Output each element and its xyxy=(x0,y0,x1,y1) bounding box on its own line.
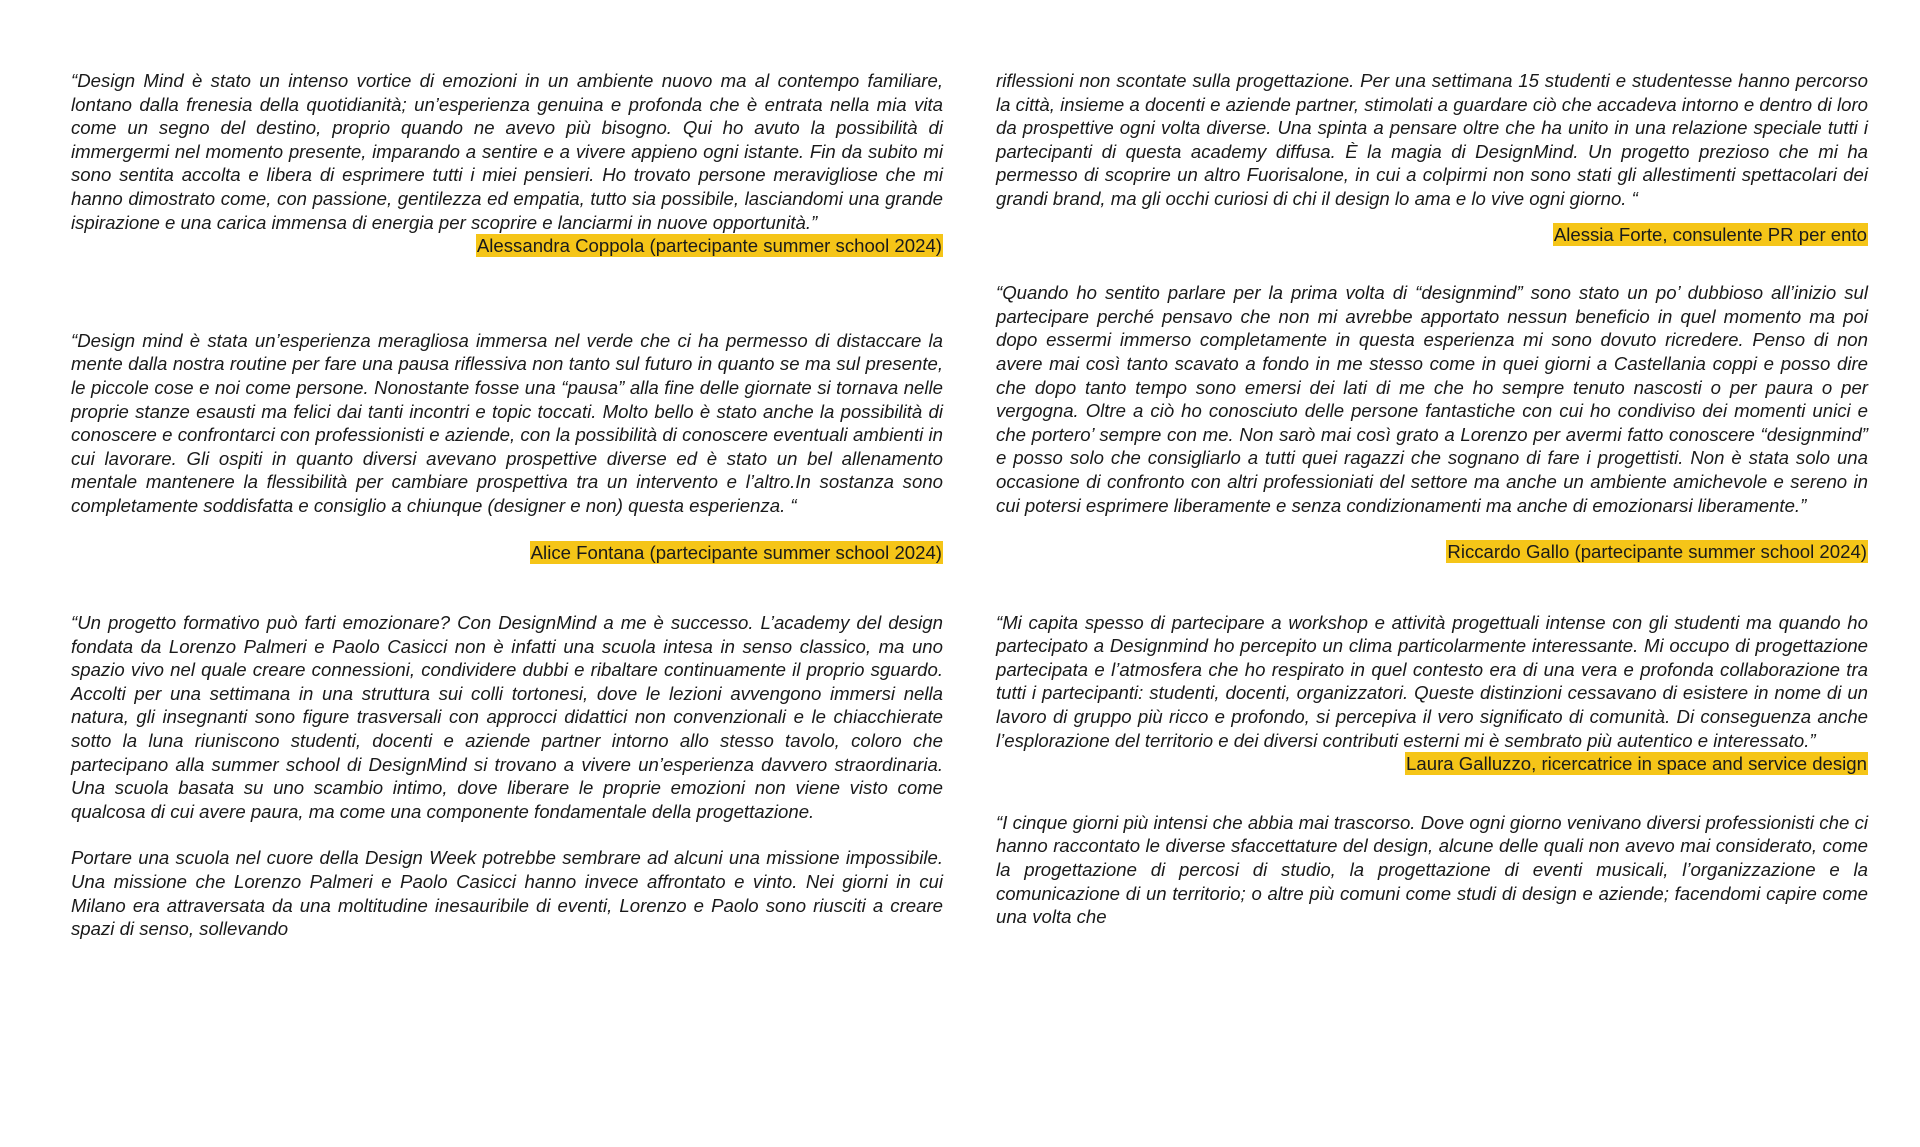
testimonial-author: Alessandra Coppola (partecipante summer school 2024) xyxy=(476,235,942,257)
testimonial-quote-continued: Portare una scuola nel cuore della Design Week potrebbe sembrare ad alcuni una missione impossibile. Una missione che Lorenzo Palmeri e Paolo Casicci hanno invece affrontato e vinto. Nei giorni in cui Milano era attraversata da una moltitudine inesauribile di eventi, Lorenzo e Paolo sono riusciti a creare spazi di senso, sollevando xyxy=(71,847,943,940)
testimonial-attribution-row xyxy=(996,752,1868,776)
testimonial-author: Laura Galluzzo, ricercatrice in space and service design xyxy=(1406,753,1867,775)
testimonial-fontana xyxy=(71,329,943,564)
testimonial-attribution-row xyxy=(996,540,1868,564)
testimonial-forte-continued xyxy=(996,69,1868,246)
testimonial-quote: riflessioni non scontate sulla progettazione. Per una settimana 15 studenti e studentesse hanno percorso la città, insieme a docenti e aziende partner, stimolati a guardare ciò che accadeva intorno e dentro di loro da prospettive ogni volta diverse. Una spinta a pensare oltre che ha unito in una relazione speciale tutti i partecipanti di questa academy diffusa. È la magia di DesignMind. Un progetto prezioso che mi ha permesso di scoprire un altro Fuorisalone, in cui a colpirmi non sono stati gli allestimenti spettacolari dei grandi brand, ma gli occhi curiosi di chi il design lo ama e lo vive ogni giorno. “ xyxy=(996,70,1868,209)
testimonial-quote: “Design Mind è stato un intenso vortice di emozioni in un ambiente nuovo ma al contempo familiare, lontano dalla frenesia della quotidianità; un’esperienza genuina e profonda che è entrata nella mia vita come un segno del destino, proprio quando ne avevo più bisogno. Qui ho avuto la possibilità di immergermi nel momento presente, imparando a sentire e a vivere appieno ogni istante. Fin da subito mi sono sentita accolta e libera di esprimere tutti i miei pensieri. Ho trovato persone meravigliose che mi hanno dimostrato come, con passione, gentilezza ed empatia, tutto sia possibile, lasciandomi una grande ispirazione e una carica immensa di energia per scoprire e lanciarmi in nuove opportunità.” xyxy=(71,70,943,233)
testimonial-author: Alice Fontana (partecipante summer school 2024) xyxy=(530,541,942,563)
testimonial-author: Riccardo Gallo (partecipante summer school 2024) xyxy=(1447,541,1867,563)
testimonial-attribution-row xyxy=(71,541,943,565)
testimonial-quote: “Quando ho sentito parlare per la prima volta di “designmind” sono stato un po’ dubbioso all’inizio sul partecipare perché pensavo che non mi avrebbe apportato nessun beneficio in quel momento ma poi dopo essermi immerso completamente in questa esperienza mi sono dovuto ricredere. Penso di non avere mai così tanto scavato a fondo in me stesso come in quei giorni a Castellania coppi e posso dire che dopo tanto tempo sono emersi dei lati di me che ho sempre tenuto nascosti o per paura o per vergogna. Oltre a ciò ho conosciuto delle persone fantastiche con cui ho condiviso dei momenti unici e che portero’ sempre con me. Non sarò mai così grato a Lorenzo per avermi fatto conoscere “designmind” e posso solo che consigliarlo a tutti quei ragazzi che sognano di fare i progettisti. Non è stata solo una occasione di confronto con altri professioniati del settore ma anche un ambiente amichevole e sereno in cui potersi esprimere liberamente e senza condizionamenti ma anche di emozionarsi liberamente.” xyxy=(996,282,1868,516)
testimonial-quote: “Mi capita spesso di partecipare a workshop e attività progettuali intense con gli studenti ma quando ho partecipato a Designmind ho percepito un clima particolarmente interessante. Mi occupo di progettazione partecipata e l’atmosfera che ho respirato in quel contesto era di una vera e profonda collaborazione tra tutti i partecipanti: studenti, docenti, organizzatori. Queste distinzioni cessavano di esistere in nome di un lavoro di gruppo più ricco e profondo, si percepiva il vero significato di comunità. Di conseguenza anche l’esplorazione del territorio e dei diversi contributi esterni mi è sembrato più autentico e interessato.” xyxy=(996,611,1868,751)
testimonial-quote: “I cinque giorni più intensi che abbia mai trascorso. Dove ogni giorno venivano diversi professionisti che ci hanno raccontato le diverse sfaccettature del design, alcune delle quali non avevo mai considerato, come la progettazione di percosi di studio, la progettazione di eventi musicali, l’organizzazione e la comunicazione di un territorio; o altre più comuni come studi di design e aziende; facendomi capire come una volta che xyxy=(996,811,1868,928)
testimonial-quote: “Design mind è stata un’esperienza meragliosa immersa nel verde che ci ha permesso di distaccare la mente dalla nostra routine per fare una pausa riflessiva non tanto sul futuro in quanto se ma sul presente, le piccole cose e noi come persone. Nonostante fosse una “pausa” alla fine delle giornate si tornava nelle proprie stanze esausti ma felici dai tanti incontri e topic toccati. Molto bello è stato anche la possibilità di conoscere e confrontarci con professionisti e aziende, con la possibilità di conoscere eventuali ambienti in cui lavorare. Gli ospiti in quanto diversi avevano prospettive diverse ed è stato un bel allenamento mentale mantenere la flessibilità per cambiare prospettiva tra un intervento e l’altro.In sostanza sono completamente soddisfatta e consiglio a chiunque (designer e non) questa esperienza. “ xyxy=(71,329,943,516)
testimonial-gallo xyxy=(996,281,1868,564)
left-column xyxy=(71,69,943,941)
testimonial-forte xyxy=(71,611,943,941)
testimonial-author: Alessia Forte, consulente PR per ento xyxy=(1553,223,1867,245)
testimonial-coppola xyxy=(71,69,943,258)
right-column xyxy=(996,69,1868,929)
testimonial-attribution-row xyxy=(996,223,1868,247)
testimonial-quote: “Un progetto formativo può farti emozionare? Con DesignMind a me è successo. L’academy del design fondata da Lorenzo Palmeri e Paolo Casicci non è infatti una scuola intesa in senso classico, ma uno spazio vivo nel quale creare connessioni, condividere dubbi e ribaltare continuamente il proprio sguardo. Accolti per una settimana in una struttura sui colli tortonesi, dove le lezioni avvengono immersi nella natura, gli insegnanti sono figure trasversali con approcci didattici non convenzionali e le chiacchierate sotto la luna riuniscono studenti, docenti e aziende partner intorno allo stesso tavolo, coloro che partecipano alla summer school di DesignMind si trovano a vivere un’esperienza davvero straordinaria. Una scuola basata su uno scambio intimo, dove liberare le proprie emozioni non viene visto come qualcosa di cui avere paura, ma come una componente fondamentale della progettazione. xyxy=(71,612,943,822)
testimonial-galluzzo xyxy=(996,611,1868,776)
testimonial-attribution-row xyxy=(71,234,943,258)
testimonial-sixth xyxy=(996,811,1868,929)
